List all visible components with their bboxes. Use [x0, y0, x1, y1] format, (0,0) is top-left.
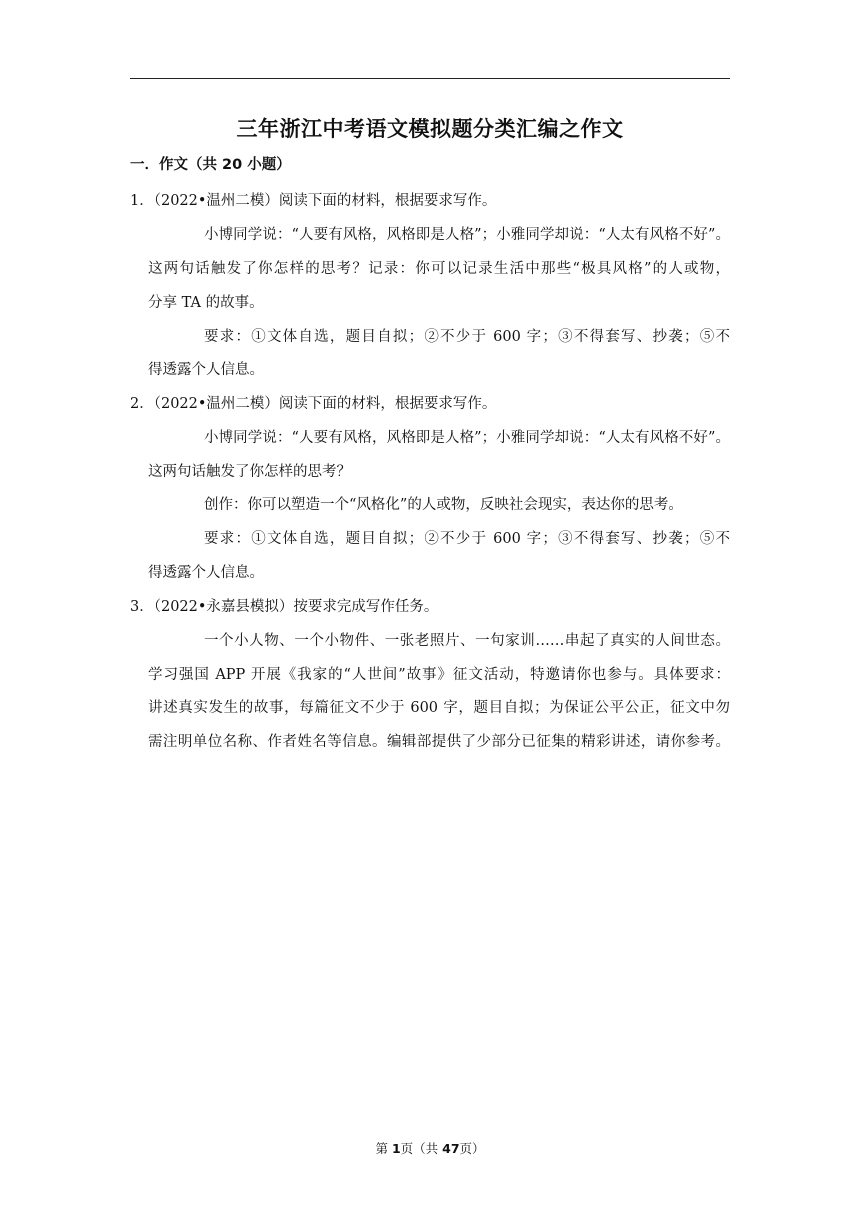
question-1-line-3: 分享 TA 的故事。 [148, 295, 264, 311]
question-2-line-2: 这两句话触发了你怎样的思考？ [148, 464, 351, 480]
question-3-line-4: 需注明单位名称、作者姓名等信息。编辑部提供了少部分已征集的精彩讲述，请你参考。 [148, 734, 730, 750]
question-2-line-1: 小博同学说：“人要有风格，风格即是人格”；小雅同学却说：“人太有风格不好”。 [204, 430, 730, 446]
question-2-line-3: 创作：你可以塑造一个“风格化”的人或物，反映社会现实，表达你的思考。 [204, 497, 683, 513]
question-1-line-1: 小博同学说：“人要有风格，风格即是人格”；小雅同学却说：“人太有风格不好”。 [204, 227, 730, 243]
question-1-requirements: 要求：①文体自选，题目自拟；②不少于 600 字；③不得套写、抄袭；⑤不 [204, 329, 730, 345]
question-1-line-5: 得透露个人信息。 [148, 362, 264, 378]
footer-suffix: 页） [459, 1141, 485, 1156]
question-3-header: 3．（2022•永嘉县模拟）按要求完成写作任务。 [130, 599, 439, 615]
question-2-requirements: 要求：①文体自选，题目自拟；②不少于 600 字；③不得套写、抄袭；⑤不 [204, 531, 730, 547]
header-rule [130, 78, 730, 79]
question-2-header: 2．（2022•温州二模）阅读下面的材料，根据要求写作。 [130, 396, 497, 412]
current-page-number: 1 [391, 1141, 401, 1156]
question-3-line-3: 讲述真实发生的故事，每篇征文不少于 600 字，题目自拟；为保证公平公正，征文中勿 [148, 700, 730, 716]
question-2-line-5: 得透露个人信息。 [148, 565, 264, 581]
total-page-count: 47 [442, 1141, 460, 1156]
question-1-line-2: 这两句话触发了你怎样的思考？记录：你可以记录生活中那些“极具风格”的人或物， [148, 261, 730, 277]
section-heading: 一．作文（共 20 小题） [130, 157, 291, 173]
footer-prefix: 第 [375, 1141, 392, 1156]
document-title: 三年浙江中考语文模拟题分类汇编之作文 [236, 117, 624, 141]
footer-middle: 页（共 [400, 1141, 443, 1156]
page-footer [0, 1140, 860, 1158]
question-1-header: 1．（2022•温州二模）阅读下面的材料，根据要求写作。 [130, 193, 497, 209]
question-3-line-2: 学习强国 APP 开展《我家的“人世间”故事》征文活动，特邀请你也参与。具体要求： [148, 667, 730, 683]
question-3-line-1: 一个小人物、一个小物件、一张老照片、一句家训……串起了真实的人间世态。 [204, 633, 730, 649]
